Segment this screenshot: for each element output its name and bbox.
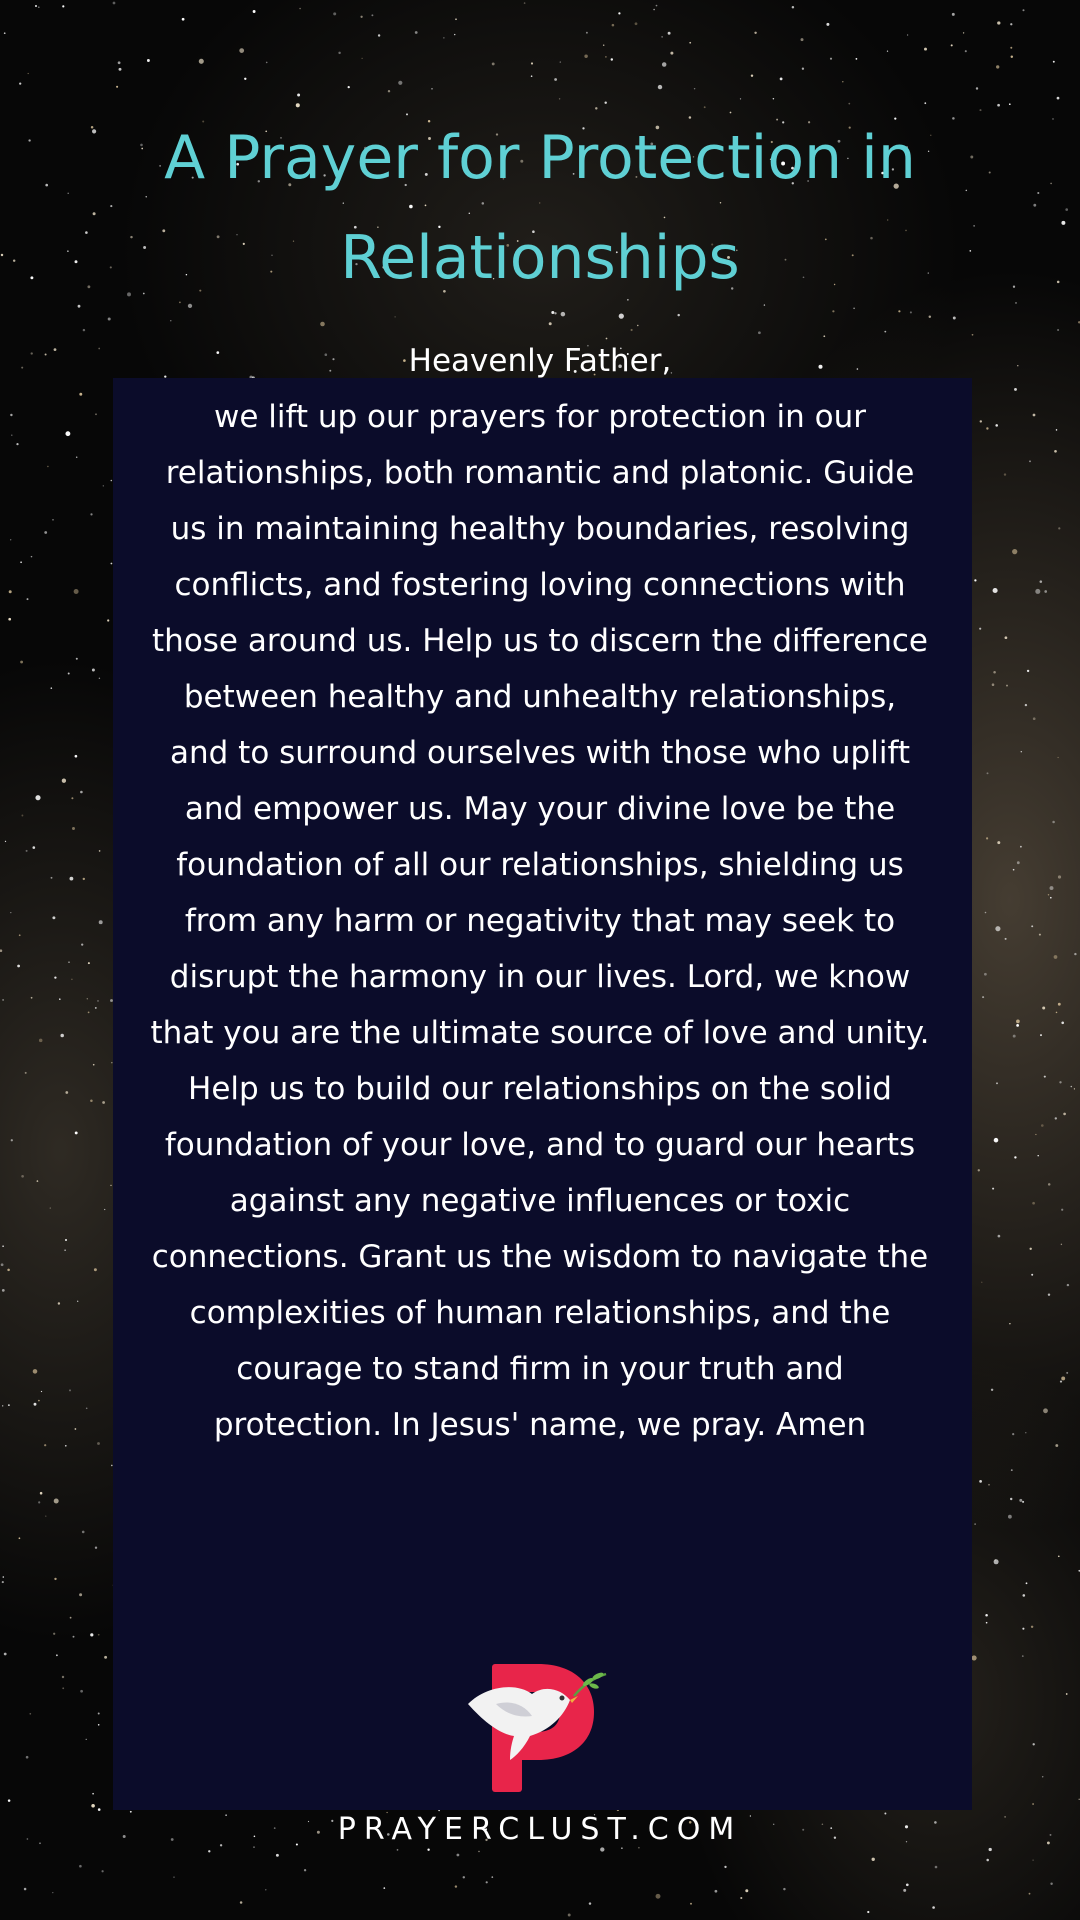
prayerclust-dove-logo-icon <box>466 1656 616 1796</box>
prayer-salutation: Heavenly Father, <box>408 343 672 379</box>
footer-website: PRAYERCLUST.COM <box>337 1812 743 1847</box>
page-title: A Prayer for Protection in Relationships <box>164 123 916 293</box>
prayer-body: we lift up our prayers for protection in our relationships, both romantic and platonic. Guide us in maintaining healthy boundaries, resolving conflicts, and fostering loving connections with those around us. Help us to discern the difference between healthy and unhealthy relationships, and to surround ourselves with those who uplift and empower us. May your divine love be the foundation of all our relationships, shielding us from any harm or negativity that may seek to disrupt the harmony in our lives. Lord, we know that you are the ultimate source of love and unity. Help us to build our relationships on the solid foundation of your love, and to guard our hearts against any negative influences or toxic connections. Grant us the wisdom to navigate the complexities of human relationships, and the courage to stand firm in your truth and protection. In Jesus' name, we pray. Amen <box>150 399 930 1443</box>
prayer-text <box>150 333 930 1453</box>
